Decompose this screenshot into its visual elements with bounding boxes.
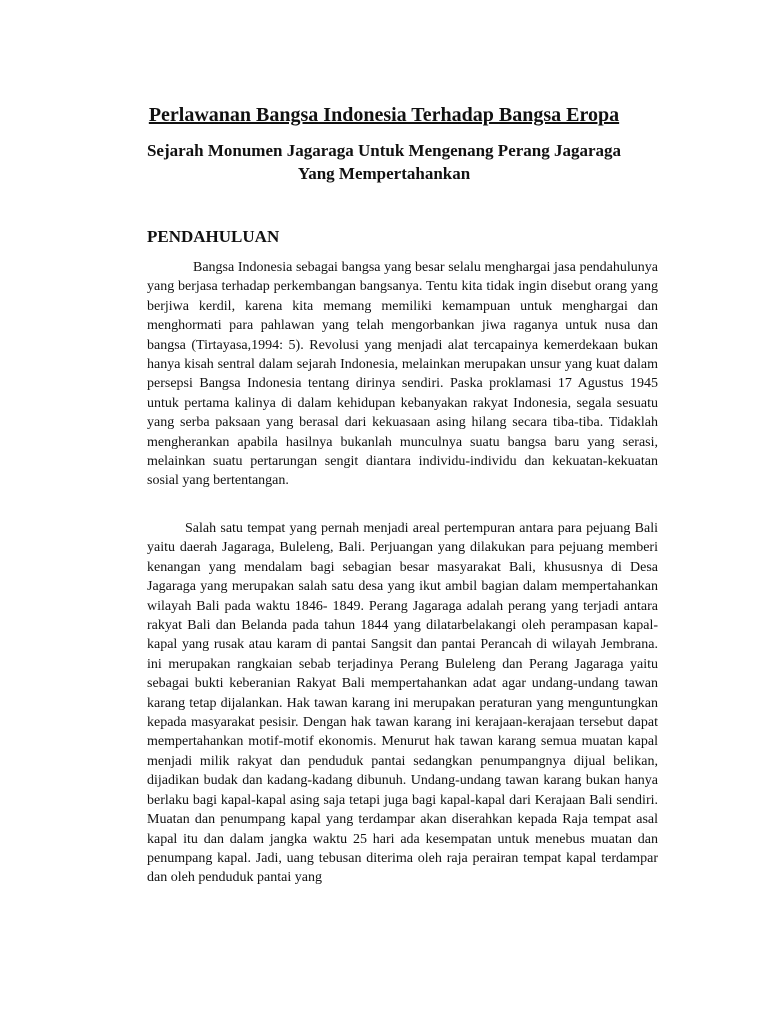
document-title: Perlawanan Bangsa Indonesia Terhadap Bangsa Eropa — [148, 104, 620, 126]
section-heading: PENDAHULUAN — [147, 227, 280, 246]
paragraph-1: Bangsa Indonesia sebagai bangsa yang besar selalu menghargai jasa pendahulunya yang berjasa terhadap perkembangan bangsanya. Tentu kita tidak ingin disebut orang yang berjiwa kerdil, karena kita memang memiliki kemampuan untuk menghargai dan menghormati para pahlawan yang telah mengorbankan jiwa raganya untuk nusa dan bangsa (Tirtayasa,1994: 5). Revolusi yang menjadi alat tercapainya kemerdekaan bukan hanya kisah sentral dalam sejarah Indonesia, melainkan merupakan unsur yang kuat dalam persepsi Bangsa Indonesia tentang dirinya sendiri. Paska proklamasi 17 Agustus 1945 untuk pertama kalinya di dalam kehidupan kebanyakan rakyat Indonesia, segala sesuatu yang serba paksaan yang berasal dari kekuasaan asing hilang secara tiba-tiba. Tidaklah mengherankan apabila hasilnya bukanlah munculnya suatu bangsa baru yang serasi, melainkan suatu pertarungan sengit diantara individu-individu dan kekuatan-kekuatan sosial yang bertentangan. — [147, 260, 658, 489]
document-subtitle: Sejarah Monumen Jagaraga Untuk Mengenang Perang Jagaraga Yang Mempertahankan — [146, 141, 622, 183]
paragraph-2: Salah satu tempat yang pernah menjadi areal pertempuran antara para pejuang Bali yaitu daerah Jagaraga, Buleleng, Bali. Perjuangan yang dilakukan para pejuang memberi kenangan yang mendalam bagi sebagian besar masyarakat Bali, khususnya di Desa Jagaraga yang merupakan salah satu desa yang ikut ambil bagian dalam mempertahankan wilayah Bali pada waktu 1846- 1849. Perang Jagaraga adalah perang yang terjadi antara rakyat Bali dan Belanda pada tahun 1844 yang dilatarbelakangi oleh perampasan kapal-kapal yang rusak atau karam di pantai Sangsit dan pantai Perancah di wilayah Jembrana. ini merupakan rangkaian sebab terjadinya Perang Buleleng dan Perang Jagaraga yaitu sebagai bukti keberanian Rakyat Bali mempertahankan adat agar undang-undang tawan karang tetap dijalankan. Hak tawan karang ini merupakan peraturan yang menguntungkan kepada masyarakat pesisir. Dengan hak tawan karang ini kerajaan-kerajaan tersebut dapat mempertahankan motif-motif ekonomis. Menurut hak tawan karang semua muatan kapal menjadi milik rakyat dan penduduk pantai sedangkan penumpangnya dijual belikan, dijadikan budak dan kadang-kadang dibunuh. Undang-undang tawan karang bukan hanya berlaku bagi kapal-kapal asing saja tetapi juga bagi kapal-kapal dari Kerajaan Bali sendiri. Muatan dan penumpang kapal yang terdampar akan diserahkan kepada Raja tempat asal kapal itu dan dalam jangka waktu 25 hari ada kesempatan untuk menebus muatan dan penumpang kapal. Jadi, uang tebusan diterima oleh raja perairan tempat kapal terdampar dan oleh penduduk pantai yang — [147, 521, 658, 886]
